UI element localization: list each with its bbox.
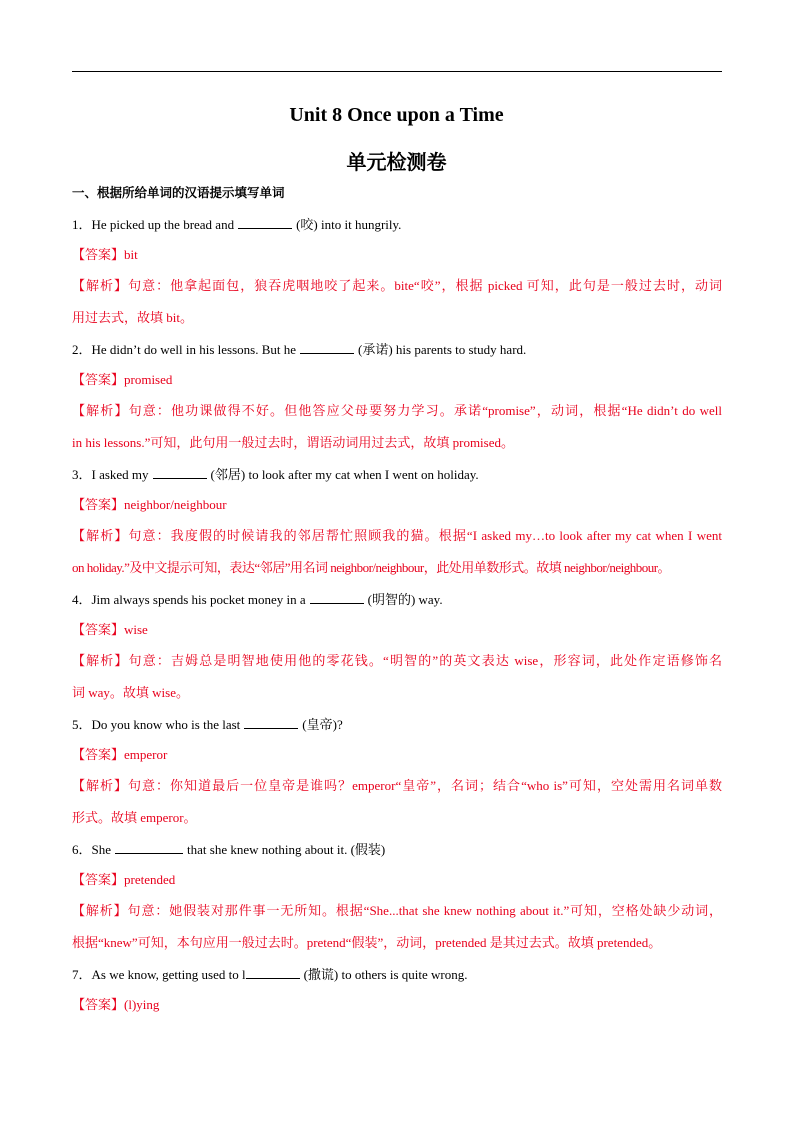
question-3: 3．I asked my (邻居) to look after my cat when I went on holiday.	[72, 467, 479, 482]
page-subtitle: 单元检测卷	[346, 150, 447, 174]
explanation-4-line-1: 【解析】句意：吉姆总是明智地使用他的零花钱。“明智的”的英文表达 wise，形容词，此处作定语修饰名	[72, 653, 722, 668]
question-7: 7．As we know, getting used to l (撒谎) to others is quite wrong.	[72, 967, 468, 982]
explanation-2-line-1: 【解析】句意：他功课做得不好。但他答应父母要努力学习。承诺“promise”，动词，根据“He didn’t do well	[72, 403, 722, 418]
answer-3: 【答案】neighbor/neighbour	[72, 497, 227, 512]
explanation-4-line-2: 词 way。故填 wise。	[72, 685, 189, 700]
question-4: 4．Jim always spends his pocket money in a (明智的) way.	[72, 592, 443, 607]
answer-blank[interactable]	[238, 215, 292, 229]
answer-2: 【答案】promised	[72, 372, 173, 387]
page-title: Unit 8 Once upon a Time	[289, 104, 504, 126]
answer-5: 【答案】emperor	[72, 747, 168, 762]
question-5: 5．Do you know who is the last (皇帝)?	[72, 717, 343, 732]
section-heading: 一、根据所给单词的汉语提示填写单词	[72, 185, 285, 200]
explanation-5-line-1: 【解析】句意：你知道最后一位皇帝是谁吗？emperor“皇帝”，名词；结合“who is”可知，空处需用名词单数	[72, 778, 722, 793]
explanation-5-line-2: 形式。故填 emperor。	[72, 810, 197, 825]
answer-4: 【答案】wise	[72, 622, 148, 637]
explanation-6-line-2: 根据“knew”可知，本句应用一般过去时。pretend“假装”，动词，pretended 是其过去式。故填 pretended。	[72, 935, 662, 950]
question-2: 2．He didn’t do well in his lessons. But he (承诺) his parents to study hard.	[72, 342, 527, 357]
question-6: 6．She that she knew nothing about it. (假装)	[72, 842, 386, 857]
answer-blank[interactable]	[115, 840, 183, 854]
explanation-6-line-1: 【解析】句意：她假装对那件事一无所知。根据“She...that she knew nothing about it.”可知，空格处缺少动词，	[72, 903, 722, 918]
explanation-3-line-2: on holiday.”及中文提示可知，表达“邻居”用名词 neighbor/neighbour，此处用单数形式。故填 neighbor/neighbour。	[72, 560, 671, 575]
answer-blank[interactable]	[246, 965, 300, 979]
answer-7: 【答案】(l)ying	[72, 997, 160, 1012]
explanation-3-line-1: 【解析】句意：我度假的时候请我的邻居帮忙照顾我的猫。根据“I asked my…to look after my cat when I went	[72, 528, 722, 543]
explanation-2-line-2: in his lessons.”可知，此句用一般过去时，谓语动词用过去式，故填 promised。	[72, 435, 514, 450]
answer-6: 【答案】pretended	[72, 872, 176, 887]
header-rule	[72, 71, 722, 72]
answer-1: 【答案】bit	[72, 247, 138, 262]
answer-blank[interactable]	[310, 590, 364, 604]
explanation-1-line-1: 【解析】句意：他拿起面包，狼吞虎咽地咬了起来。bite“咬”，根据 picked 可知，此句是一般过去时，动词	[72, 278, 722, 293]
answer-blank[interactable]	[153, 465, 207, 479]
answer-blank[interactable]	[244, 715, 298, 729]
question-1: 1．He picked up the bread and (咬) into it hungrily.	[72, 217, 402, 232]
answer-blank[interactable]	[300, 340, 354, 354]
explanation-1-line-2: 用过去式，故填 bit。	[72, 310, 193, 325]
